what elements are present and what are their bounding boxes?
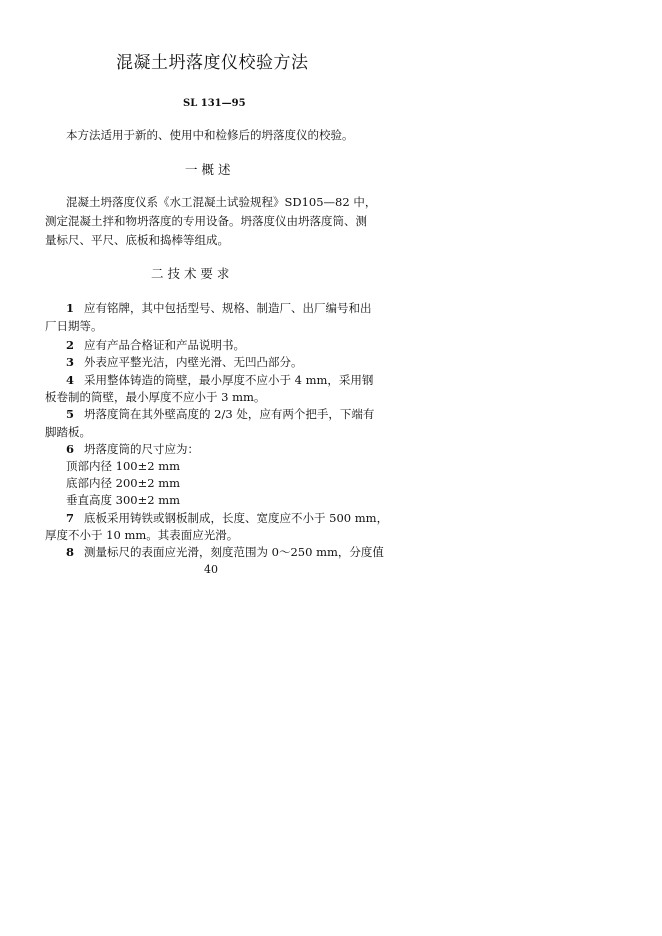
item-number: 8 <box>66 545 75 559</box>
standard-code: SL 131—95 <box>183 98 246 109</box>
requirement-item <box>66 511 388 525</box>
item-number: 4 <box>66 373 75 387</box>
requirement-item <box>66 301 372 315</box>
overview-line-2: 测定混凝土拌和物坍落度的专用设备。坍落度仪由坍落度筒、测 <box>45 214 367 228</box>
dimension-height: 垂直高度 300±2 mm <box>66 493 181 507</box>
section-heading-requirements: 二 技 术 要 求 <box>151 266 230 281</box>
intro-text: 本方法适用于新的、使用中和检修后的坍落度仪的校验。 <box>66 128 354 142</box>
item-continuation: 厚度不小于 10 mm。其表面应光滑。 <box>45 528 239 542</box>
item-continuation: 脚踏板。 <box>45 425 91 439</box>
item-text: 应有产品合格证和产品说明书。 <box>84 338 245 352</box>
requirement-item <box>66 442 199 456</box>
item-text: 底板采用铸铁或钢板制成，长度、宽度应不小于 500 mm， <box>84 511 389 525</box>
requirement-item <box>66 545 384 559</box>
overview-line-3: 量标尺、平尺、底板和捣棒等组成。 <box>45 233 229 247</box>
item-number: 3 <box>66 355 75 369</box>
section-heading-overview: 一 概 述 <box>185 162 231 177</box>
overview-line-1: 混凝土坍落度仪系《水工混凝土试验规程》SD105—82 中， <box>66 195 377 209</box>
item-text: 坍落度筒在其外壁高度的 2/3 处，应有两个把手，下端有 <box>84 407 375 421</box>
item-number: 7 <box>66 511 75 525</box>
item-number: 6 <box>66 442 75 456</box>
dimension-bottom-diameter: 底部内径 200±2 mm <box>66 476 181 490</box>
item-text: 应有铭牌，其中包括型号、规格、制造厂、出厂编号和出 <box>84 301 372 315</box>
item-continuation: 厂日期等。 <box>45 319 103 333</box>
item-number: 5 <box>66 407 75 421</box>
item-number: 2 <box>66 338 75 352</box>
requirement-item <box>66 373 373 387</box>
item-text: 采用整体铸造的筒壁，最小厚度不应小于 4 mm，采用钢 <box>84 373 374 387</box>
requirement-item <box>66 407 374 421</box>
item-number: 1 <box>66 301 75 315</box>
page-number: 40 <box>204 563 218 576</box>
item-text: 坍落度筒的尺寸应为： <box>84 442 199 456</box>
item-continuation: 板卷制的筒壁，最小厚度不应小于 3 mm。 <box>45 390 266 404</box>
item-text: 测量标尺的表面应光滑，刻度范围为 0～250 mm，分度值 <box>84 545 384 559</box>
document-title: 混凝土坍落度仪校验方法 <box>116 53 309 73</box>
requirement-item <box>66 338 245 352</box>
requirement-item <box>66 355 303 369</box>
item-text: 外表应平整光洁，内壁光滑、无凹凸部分。 <box>84 355 303 369</box>
dimension-top-diameter: 顶部内径 100±2 mm <box>66 459 181 473</box>
